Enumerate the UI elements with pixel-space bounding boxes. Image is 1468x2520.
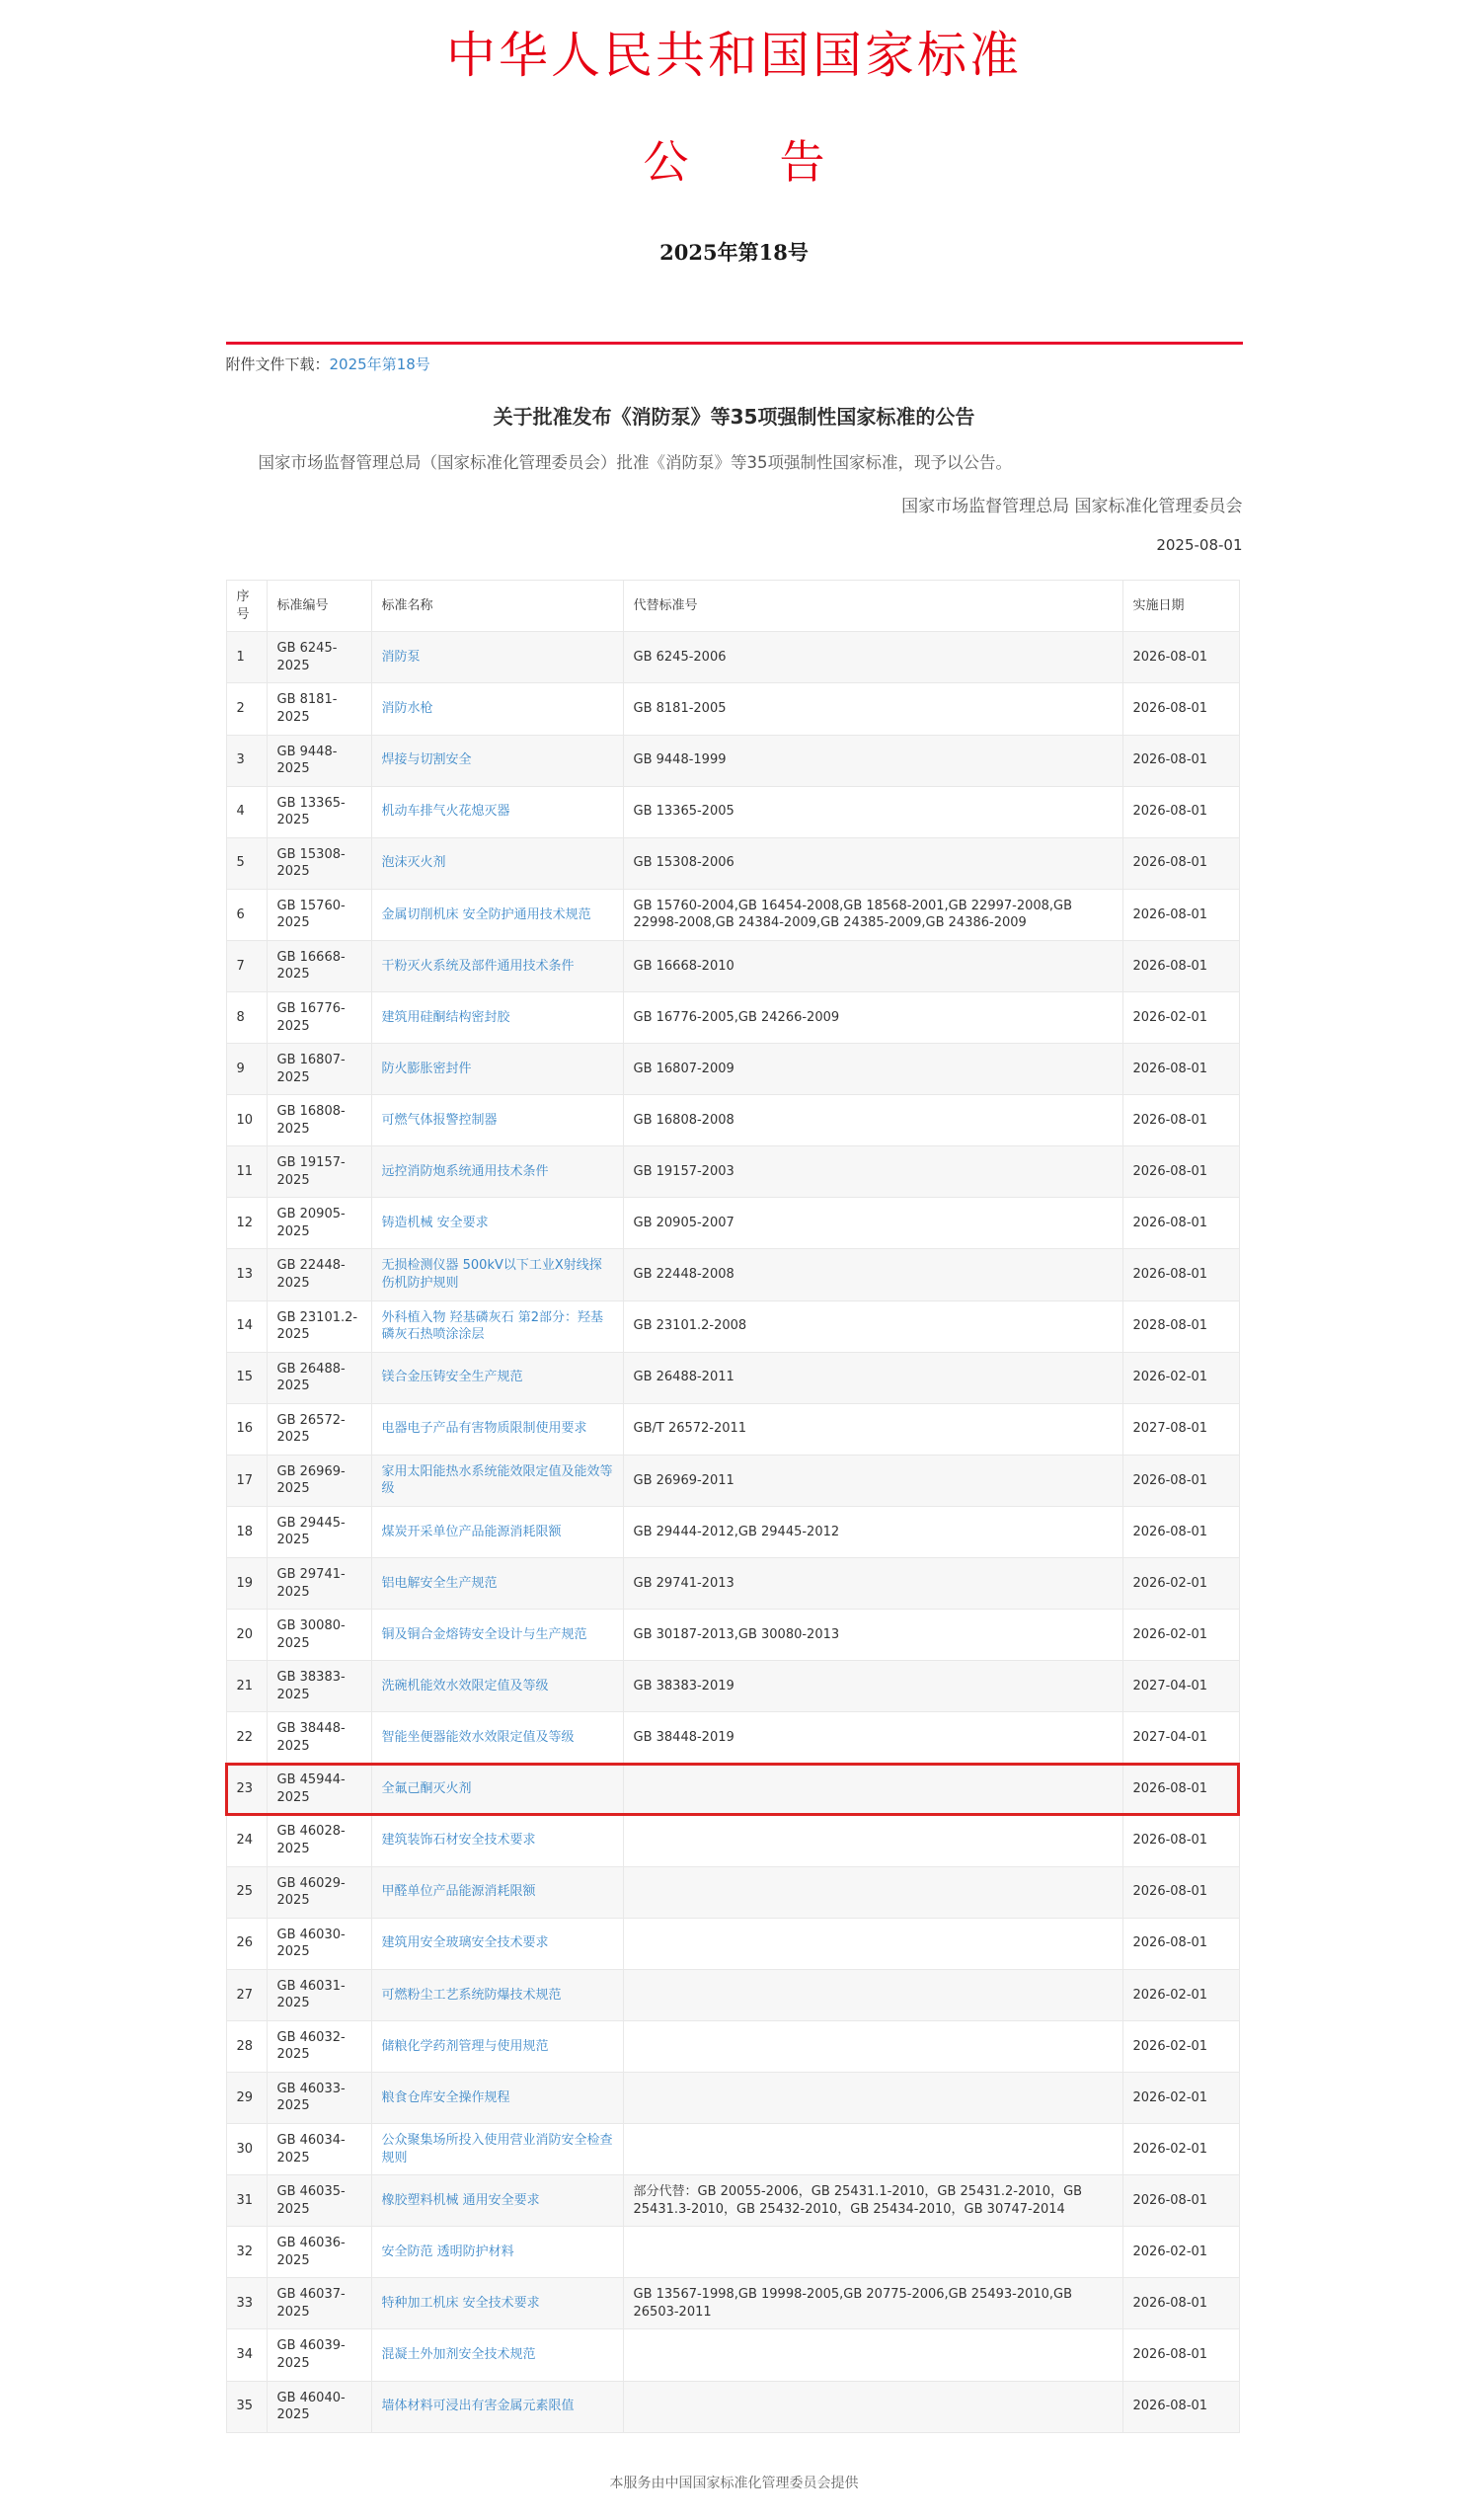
table-row (226, 1198, 1239, 1249)
replaced-standards-cell: GB 38383-2019 (623, 1661, 1122, 1712)
document-content (226, 16, 1243, 2520)
standard-name-cell (371, 1918, 623, 1969)
standard-code-cell: GB 26969-2025 (267, 1455, 371, 1506)
replaced-standards-cell (623, 2381, 1122, 2432)
implementation-date-cell: 2026-08-01 (1122, 1249, 1239, 1300)
document-title: 中华人民共和国国家标准 (446, 27, 1022, 84)
row-index-cell: 25 (226, 1866, 267, 1918)
implementation-date-cell: 2026-08-01 (1122, 1918, 1239, 1969)
standard-code-cell: GB 46028-2025 (267, 1815, 371, 1866)
standard-name-link[interactable]: 防火膨胀密封件 (381, 1061, 472, 1076)
standard-name-link[interactable]: 可燃粉尘工艺系统防爆技术规范 (381, 1987, 562, 2003)
standard-code-cell: GB 20905-2025 (267, 1198, 371, 1249)
replaced-standards-cell: GB 16807-2009 (623, 1044, 1122, 1095)
standard-code-cell: GB 38448-2025 (267, 1712, 371, 1764)
standard-name-cell (371, 1352, 623, 1403)
row-index-cell: 20 (226, 1610, 267, 1661)
standard-name-cell (371, 735, 623, 786)
replaced-standards-cell: GB 30187-2013,GB 30080-2013 (623, 1610, 1122, 1661)
standard-code-cell: GB 15760-2025 (267, 889, 371, 940)
standard-name-link[interactable]: 混凝土外加剂安全技术规范 (381, 2347, 536, 2363)
replaced-standards-cell: GB 15308-2006 (623, 837, 1122, 889)
standard-name-link[interactable]: 远控消防炮系统通用技术条件 (381, 1164, 549, 1180)
row-index-cell: 31 (226, 2175, 267, 2227)
standard-name-cell (371, 991, 623, 1043)
table-row (226, 1403, 1239, 1455)
row-index-cell: 4 (226, 786, 267, 837)
replaced-standards-cell (623, 2329, 1122, 2381)
document-subtitle: 公 告 (643, 135, 825, 189)
implementation-date-cell: 2026-08-01 (1122, 1866, 1239, 1918)
table-row (226, 1712, 1239, 1764)
standard-name-link[interactable]: 建筑装饰石材安全技术要求 (381, 1833, 536, 1849)
implementation-date-cell: 2026-08-01 (1122, 683, 1239, 735)
announcement-signature: 国家市场监督管理总局 国家标准化管理委员会 (901, 497, 1243, 517)
standard-name-cell (371, 1455, 623, 1506)
standard-name-cell (371, 2227, 623, 2278)
standard-code-cell: GB 46034-2025 (267, 2124, 371, 2175)
replaced-standards-cell: GB 15760-2004,GB 16454-2008,GB 18568-2001,GB 22997-2008,GB 22998-2008,GB 24384-2009,GB 24385-2009,GB 24386-2009 (623, 889, 1122, 940)
row-index-cell: 22 (226, 1712, 267, 1764)
table-row (226, 1815, 1239, 1866)
standards-table (226, 580, 1240, 2432)
row-index-cell: 19 (226, 1558, 267, 1610)
row-index-cell: 6 (226, 889, 267, 940)
standard-name-link[interactable]: 外科植入物 羟基磷灰石 第2部分：羟基磷灰石热喷涂涂层 (381, 1309, 604, 1343)
standard-name-cell (371, 1044, 623, 1095)
implementation-date-cell: 2027-04-01 (1122, 1661, 1239, 1712)
standard-name-link[interactable]: 消防水枪 (381, 701, 433, 717)
standard-code-cell: GB 38383-2025 (267, 1661, 371, 1712)
standard-name-link[interactable]: 机动车排气火花熄灭器 (381, 804, 510, 820)
implementation-date-cell: 2026-08-01 (1122, 786, 1239, 837)
table-row (226, 2175, 1239, 2227)
standard-code-cell: GB 26488-2025 (267, 1352, 371, 1403)
replaced-standards-cell (623, 1815, 1122, 1866)
standard-name-cell (371, 889, 623, 940)
row-index-cell: 30 (226, 2124, 267, 2175)
row-index-cell: 23 (226, 1764, 267, 1815)
row-index-cell: 18 (226, 1506, 267, 1557)
implementation-date-cell: 2026-08-01 (1122, 1764, 1239, 1815)
standard-code-cell: GB 16808-2025 (267, 1095, 371, 1146)
standard-name-cell (371, 1661, 623, 1712)
row-index-cell: 15 (226, 1352, 267, 1403)
table-row (226, 1044, 1239, 1095)
standard-code-cell: GB 8181-2025 (267, 683, 371, 735)
standard-name-link[interactable]: 建筑用安全玻璃安全技术要求 (381, 1935, 549, 1951)
standard-code-cell: GB 22448-2025 (267, 1249, 371, 1300)
standard-name-link[interactable]: 墙体材料可浸出有害金属元素限值 (381, 2399, 575, 2414)
standard-name-link[interactable]: 智能坐便器能效水效限定值及等级 (381, 1730, 575, 1746)
table-row (226, 1249, 1239, 1300)
standard-name-cell (371, 1095, 623, 1146)
header-standard-code: 标准编号 (267, 581, 371, 632)
row-index-cell: 32 (226, 2227, 267, 2278)
table-row (226, 1558, 1239, 1610)
standard-name-cell (371, 1764, 623, 1815)
standard-name-link[interactable]: 焊接与切割安全 (381, 752, 472, 768)
row-index-cell: 3 (226, 735, 267, 786)
standard-name-link[interactable]: 公众聚集场所投入使用营业消防安全检查规则 (381, 2133, 613, 2166)
row-index-cell: 17 (226, 1455, 267, 1506)
standard-code-cell: GB 46036-2025 (267, 2227, 371, 2278)
implementation-date-cell: 2027-08-01 (1122, 1403, 1239, 1455)
standard-name-cell (371, 2329, 623, 2381)
standard-code-cell: GB 29445-2025 (267, 1506, 371, 1557)
implementation-date-cell: 2026-02-01 (1122, 991, 1239, 1043)
standard-name-link[interactable]: 橡胶塑料机械 通用安全要求 (381, 2192, 540, 2208)
row-index-cell: 10 (226, 1095, 267, 1146)
standard-code-cell: GB 46031-2025 (267, 1969, 371, 2020)
standard-code-cell: GB 6245-2025 (267, 632, 371, 683)
row-index-cell: 29 (226, 2072, 267, 2123)
standard-name-link[interactable]: 煤炭开采单位产品能源消耗限额 (381, 1524, 562, 1539)
row-index-cell: 8 (226, 991, 267, 1043)
standard-code-cell: GB 45944-2025 (267, 1764, 371, 1815)
implementation-date-cell: 2026-02-01 (1122, 1610, 1239, 1661)
replaced-standards-cell: GB 8181-2005 (623, 683, 1122, 735)
table-row (226, 1095, 1239, 1146)
row-index-cell: 12 (226, 1198, 267, 1249)
table-row (226, 1969, 1239, 2020)
replaced-standards-cell: GB 29741-2013 (623, 1558, 1122, 1610)
standards-table-body (226, 632, 1239, 2432)
row-index-cell: 21 (226, 1661, 267, 1712)
replaced-standards-cell: GB 38448-2019 (623, 1712, 1122, 1764)
page-footer: 本服务由中国国家标准化管理委员会提供 (609, 2475, 859, 2491)
replaced-standards-cell: GB 13567-1998,GB 19998-2005,GB 20775-2006,GB 25493-2010,GB 26503-2011 (623, 2278, 1122, 2329)
replaced-standards-cell (623, 1866, 1122, 1918)
standard-name-cell (371, 2072, 623, 2123)
row-index-cell: 5 (226, 837, 267, 889)
table-row (226, 2020, 1239, 2072)
table-row (226, 632, 1239, 683)
replaced-standards-cell: GB 26969-2011 (623, 1455, 1122, 1506)
row-index-cell: 33 (226, 2278, 267, 2329)
implementation-date-cell: 2026-08-01 (1122, 632, 1239, 683)
implementation-date-cell: 2026-08-01 (1122, 1044, 1239, 1095)
standard-code-cell: GB 46033-2025 (267, 2072, 371, 2123)
row-index-cell: 14 (226, 1300, 267, 1352)
standard-name-link[interactable]: 无损检测仪器 500kV以下工业X射线探伤机防护规则 (381, 1258, 602, 1291)
table-header-row (226, 581, 1239, 632)
implementation-date-cell: 2026-08-01 (1122, 2175, 1239, 2227)
standard-name-cell (371, 1866, 623, 1918)
standard-code-cell: GB 46032-2025 (267, 2020, 371, 2072)
implementation-date-cell: 2026-02-01 (1122, 2072, 1239, 2123)
standard-code-cell: GB 19157-2025 (267, 1146, 371, 1198)
standard-name-cell (371, 786, 623, 837)
table-row (226, 1764, 1239, 1815)
standard-name-cell (371, 1146, 623, 1198)
replaced-standards-cell (623, 2020, 1122, 2072)
standard-code-cell: GB 16807-2025 (267, 1044, 371, 1095)
row-index-cell: 26 (226, 1918, 267, 1969)
standard-code-cell: GB 46039-2025 (267, 2329, 371, 2381)
table-row (226, 1661, 1239, 1712)
implementation-date-cell: 2026-08-01 (1122, 1198, 1239, 1249)
implementation-date-cell: 2026-02-01 (1122, 1352, 1239, 1403)
standard-name-link[interactable]: 可燃气体报警控制器 (381, 1112, 498, 1128)
standard-code-cell: GB 16776-2025 (267, 991, 371, 1043)
standard-name-cell (371, 837, 623, 889)
issue-number: 2025年第18号 (659, 240, 809, 265)
implementation-date-cell: 2026-08-01 (1122, 2381, 1239, 2432)
replaced-standards-cell: GB 16668-2010 (623, 940, 1122, 991)
row-index-cell: 11 (226, 1146, 267, 1198)
standard-code-cell: GB 15308-2025 (267, 837, 371, 889)
replaced-standards-cell (623, 2072, 1122, 2123)
standard-name-link[interactable]: 干粉灭火系统及部件通用技术条件 (381, 958, 575, 974)
replaced-standards-cell (623, 1764, 1122, 1815)
announcement-date: 2025-08-01 (1156, 536, 1243, 555)
announcement-body: 国家市场监督管理总局（国家标准化管理委员会）批准《消防泵》等35项强制性国家标准，现予以公告。 (258, 453, 1012, 472)
standard-name-cell (371, 1558, 623, 1610)
standard-name-link[interactable]: 特种加工机床 安全技术要求 (381, 2296, 540, 2312)
table-row (226, 1146, 1239, 1198)
implementation-date-cell: 2026-02-01 (1122, 1558, 1239, 1610)
replaced-standards-cell: GB 19157-2003 (623, 1146, 1122, 1198)
standard-name-cell (371, 2020, 623, 2072)
standard-name-link[interactable]: 铜及铜合金熔铸安全设计与生产规范 (381, 1626, 587, 1642)
standard-name-link[interactable]: 全氟己酮灭火剂 (381, 1781, 472, 1797)
row-index-cell: 16 (226, 1403, 267, 1455)
replaced-standards-cell: GB 22448-2008 (623, 1249, 1122, 1300)
header-index: 序号 (226, 581, 267, 632)
standard-name-cell (371, 683, 623, 735)
table-row (226, 1352, 1239, 1403)
replaced-standards-cell: 部分代替：GB 20055-2006，GB 25431.1-2010，GB 25431.2-2010，GB 25431.3-2010，GB 25432-2010，GB 25434-2010，GB 30747-2014 (623, 2175, 1122, 2227)
implementation-date-cell: 2027-04-01 (1122, 1712, 1239, 1764)
standard-name-link[interactable]: 铸造机械 安全要求 (381, 1216, 489, 1231)
table-row (226, 1506, 1239, 1557)
implementation-date-cell: 2026-08-01 (1122, 1146, 1239, 1198)
table-row (226, 889, 1239, 940)
attachment-row (226, 354, 1243, 374)
table-row (226, 837, 1239, 889)
replaced-standards-cell: GB 9448-1999 (623, 735, 1122, 786)
header-standard-name: 标准名称 (371, 581, 623, 632)
replaced-standards-cell (623, 2227, 1122, 2278)
standard-code-cell: GB 23101.2-2025 (267, 1300, 371, 1352)
implementation-date-cell: 2026-02-01 (1122, 1969, 1239, 2020)
implementation-date-cell: 2026-08-01 (1122, 940, 1239, 991)
row-index-cell: 13 (226, 1249, 267, 1300)
table-row (226, 786, 1239, 837)
replaced-standards-cell: GB 13365-2005 (623, 786, 1122, 837)
replaced-standards-cell (623, 1918, 1122, 1969)
table-row (226, 2227, 1239, 2278)
table-row (226, 2329, 1239, 2381)
standard-name-link[interactable]: 金属切削机床 安全防护通用技术规范 (381, 906, 591, 922)
standard-name-cell (371, 1506, 623, 1557)
red-divider (226, 342, 1243, 345)
standard-name-link[interactable]: 建筑用硅酮结构密封胶 (381, 1009, 510, 1025)
standard-code-cell: GB 46029-2025 (267, 1866, 371, 1918)
implementation-date-cell: 2026-08-01 (1122, 1506, 1239, 1557)
replaced-standards-cell: GB/T 26572-2011 (623, 1403, 1122, 1455)
standard-name-link[interactable]: 家用太阳能热水系统能效限定值及能效等级 (381, 1463, 613, 1497)
row-index-cell: 7 (226, 940, 267, 991)
table-row (226, 2278, 1239, 2329)
attachment-link[interactable]: 2025年第18号 (329, 355, 430, 373)
implementation-date-cell: 2026-02-01 (1122, 2020, 1239, 2072)
table-row (226, 1455, 1239, 1506)
standard-name-cell (371, 1610, 623, 1661)
replaced-standards-cell: GB 26488-2011 (623, 1352, 1122, 1403)
implementation-date-cell: 2026-08-01 (1122, 735, 1239, 786)
row-index-cell: 9 (226, 1044, 267, 1095)
standard-code-cell: GB 13365-2025 (267, 786, 371, 837)
replaced-standards-cell: GB 6245-2006 (623, 632, 1122, 683)
header-implementation-date: 实施日期 (1122, 581, 1239, 632)
standard-name-cell (371, 2381, 623, 2432)
implementation-date-cell: 2026-08-01 (1122, 1095, 1239, 1146)
implementation-date-cell: 2026-08-01 (1122, 1455, 1239, 1506)
standard-code-cell: GB 16668-2025 (267, 940, 371, 991)
announcement-heading: 关于批准发布《消防泵》等35项强制性国家标准的公告 (493, 405, 975, 429)
standard-name-link[interactable]: 储粮化学药剂管理与使用规范 (381, 2038, 549, 2054)
table-row (226, 1866, 1239, 1918)
standard-name-cell (371, 940, 623, 991)
replaced-standards-cell: GB 16808-2008 (623, 1095, 1122, 1146)
standard-name-cell (371, 1815, 623, 1866)
row-index-cell: 34 (226, 2329, 267, 2381)
standard-code-cell: GB 30080-2025 (267, 1610, 371, 1661)
replaced-standards-cell: GB 16776-2005,GB 24266-2009 (623, 991, 1122, 1043)
standard-name-link[interactable]: 消防泵 (381, 650, 421, 666)
standard-name-cell (371, 1969, 623, 2020)
header-replaced-standards: 代替标准号 (623, 581, 1122, 632)
table-row (226, 1610, 1239, 1661)
implementation-date-cell: 2026-08-01 (1122, 2329, 1239, 2381)
replaced-standards-cell (623, 2124, 1122, 2175)
implementation-date-cell: 2026-02-01 (1122, 2227, 1239, 2278)
table-row (226, 940, 1239, 991)
implementation-date-cell: 2026-02-01 (1122, 2124, 1239, 2175)
standard-name-cell (371, 2175, 623, 2227)
table-row (226, 2124, 1239, 2175)
table-row (226, 991, 1239, 1043)
implementation-date-cell: 2026-08-01 (1122, 889, 1239, 940)
row-index-cell: 27 (226, 1969, 267, 2020)
row-index-cell: 24 (226, 1815, 267, 1866)
standard-code-cell: GB 46037-2025 (267, 2278, 371, 2329)
standard-name-cell (371, 1300, 623, 1352)
standard-code-cell: GB 29741-2025 (267, 1558, 371, 1610)
standard-name-cell (371, 1403, 623, 1455)
row-index-cell: 28 (226, 2020, 267, 2072)
standard-name-link[interactable]: 洗碗机能效水效限定值及等级 (381, 1678, 549, 1693)
standard-name-cell (371, 632, 623, 683)
standard-name-link[interactable]: 粮食仓库安全操作规程 (381, 2089, 510, 2105)
table-row (226, 735, 1239, 786)
attachment-label: 附件文件下载： (225, 355, 330, 373)
standard-code-cell: GB 26572-2025 (267, 1403, 371, 1455)
standard-code-cell: GB 46035-2025 (267, 2175, 371, 2227)
table-row (226, 2381, 1239, 2432)
standard-name-cell (371, 1198, 623, 1249)
standard-code-cell: GB 46030-2025 (267, 1918, 371, 1969)
standard-name-link[interactable]: 泡沫灭火剂 (381, 855, 446, 871)
implementation-date-cell: 2026-08-01 (1122, 2278, 1239, 2329)
standard-name-link[interactable]: 铝电解安全生产规范 (381, 1575, 498, 1591)
table-row (226, 683, 1239, 735)
replaced-standards-cell: GB 20905-2007 (623, 1198, 1122, 1249)
standard-code-cell: GB 9448-2025 (267, 735, 371, 786)
table-row (226, 1300, 1239, 1352)
table-row (226, 1918, 1239, 1969)
standard-name-link[interactable]: 镁合金压铸安全生产规范 (381, 1370, 523, 1385)
implementation-date-cell: 2026-08-01 (1122, 1815, 1239, 1866)
implementation-date-cell: 2026-08-01 (1122, 837, 1239, 889)
implementation-date-cell: 2028-08-01 (1122, 1300, 1239, 1352)
row-index-cell: 1 (226, 632, 267, 683)
standard-name-link[interactable]: 安全防范 透明防护材料 (381, 2244, 514, 2259)
standard-name-link[interactable]: 甲醛单位产品能源消耗限额 (381, 1884, 536, 1900)
row-index-cell: 2 (226, 683, 267, 735)
standard-name-link[interactable]: 电器电子产品有害物质限制使用要求 (381, 1421, 587, 1437)
standard-name-cell (371, 1712, 623, 1764)
row-index-cell: 35 (226, 2381, 267, 2432)
replaced-standards-cell: GB 23101.2-2008 (623, 1300, 1122, 1352)
standard-name-cell (371, 2124, 623, 2175)
standard-code-cell: GB 46040-2025 (267, 2381, 371, 2432)
table-row (226, 2072, 1239, 2123)
standard-name-cell (371, 2278, 623, 2329)
replaced-standards-cell (623, 1969, 1122, 2020)
standard-name-cell (371, 1249, 623, 1300)
replaced-standards-cell: GB 29444-2012,GB 29445-2012 (623, 1506, 1122, 1557)
